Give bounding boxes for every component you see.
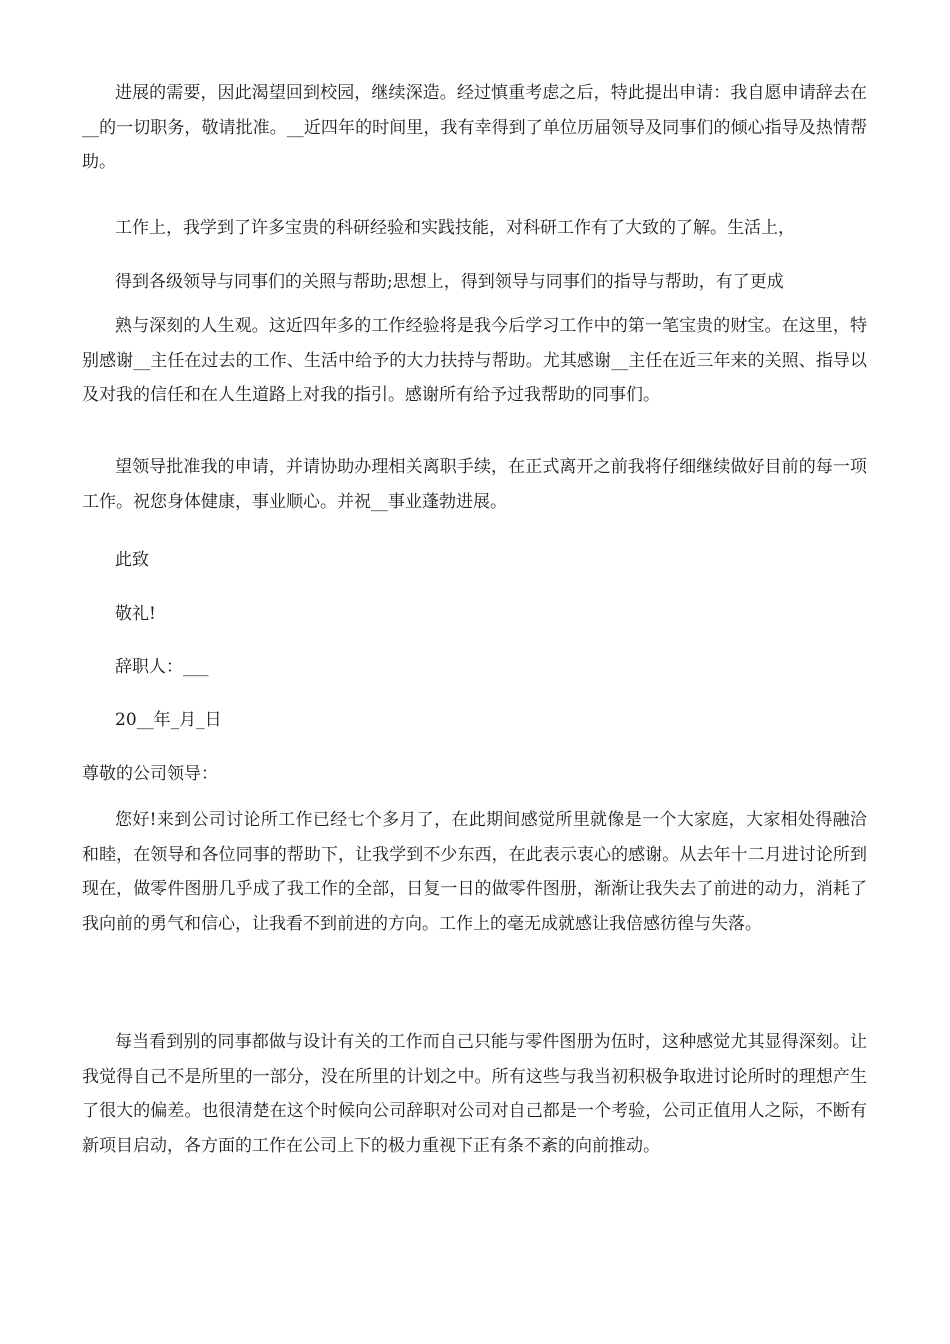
closing-line-2: 敬礼! (115, 604, 156, 624)
signature-line: 辞职人：___ (115, 657, 209, 677)
salutation: 尊敬的公司领导： (82, 764, 218, 784)
date-line: 20__年_月_日 (115, 710, 222, 730)
second-letter-paragraph-1: 您好!来到公司讨论所工作已经七个多月了，在此期间感觉所里就像是一个大家庭，大家相处得融洽和睦，在领导和各位同事的帮助下，让我学到不少东西，在此表示衷心的感谢。从去年十二月进讨论所到现在，做零件图册几乎成了我工作的全部，日复一日的做零件图册，渐渐让我失去了前进的动力，消耗了我向前的勇气和信心，让我看不到前进的方向。工作上的毫无成就感让我倍感彷徨与失落。 (82, 810, 867, 934)
paragraph-4: 熟与深刻的人生观。这近四年多的工作经验将是我今后学习工作中的第一笔宝贵的财宝。在这里，特别感谢__主任在过去的工作、生活中给予的大力扶持与帮助。尤其感谢__主任在近三年来的关照、指导以及对我的信任和在人生道路上对我的指引。感谢所有给予过我帮助的同事们。 (82, 316, 867, 405)
paragraph-5: 望领导批准我的申请，并请协助办理相关离职手续，在正式离开之前我将仔细继续做好目前的每一项工作。祝您身体健康，事业顺心。并祝__事业蓬勃进展。 (82, 457, 867, 512)
paragraph-1: 进展的需要，因此渴望回到校园，继续深造。经过慎重考虑之后，特此提出申请：我自愿申请辞去在__的一切职务，敬请批准。__近四年的时间里，我有幸得到了单位历届领导及同事们的倾心指导及热情帮助。 (82, 83, 867, 172)
paragraph-3: 得到各级领导与同事们的关照与帮助;思想上，得到领导与同事们的指导与帮助，有了更成 (115, 272, 784, 292)
second-letter-paragraph-2: 每当看到别的同事都做与设计有关的工作而自己只能与零件图册为伍时，这种感觉尤其显得深刻。让我觉得自己不是所里的一部分，没在所里的计划之中。所有这些与我当初积极争取进讨论所时的理想产生了很大的偏差。也很清楚在这个时候向公司辞职对公司对自己都是一个考验，公司正值用人之际，不断有新项目启动，各方面的工作在公司上下的极力重视下正有条不紊的向前推动。 (82, 1032, 867, 1156)
closing-line-1: 此致 (115, 550, 149, 570)
paragraph-2: 工作上，我学到了许多宝贵的科研经验和实践技能，对科研工作有了大致的了解。生活上， (115, 218, 795, 238)
